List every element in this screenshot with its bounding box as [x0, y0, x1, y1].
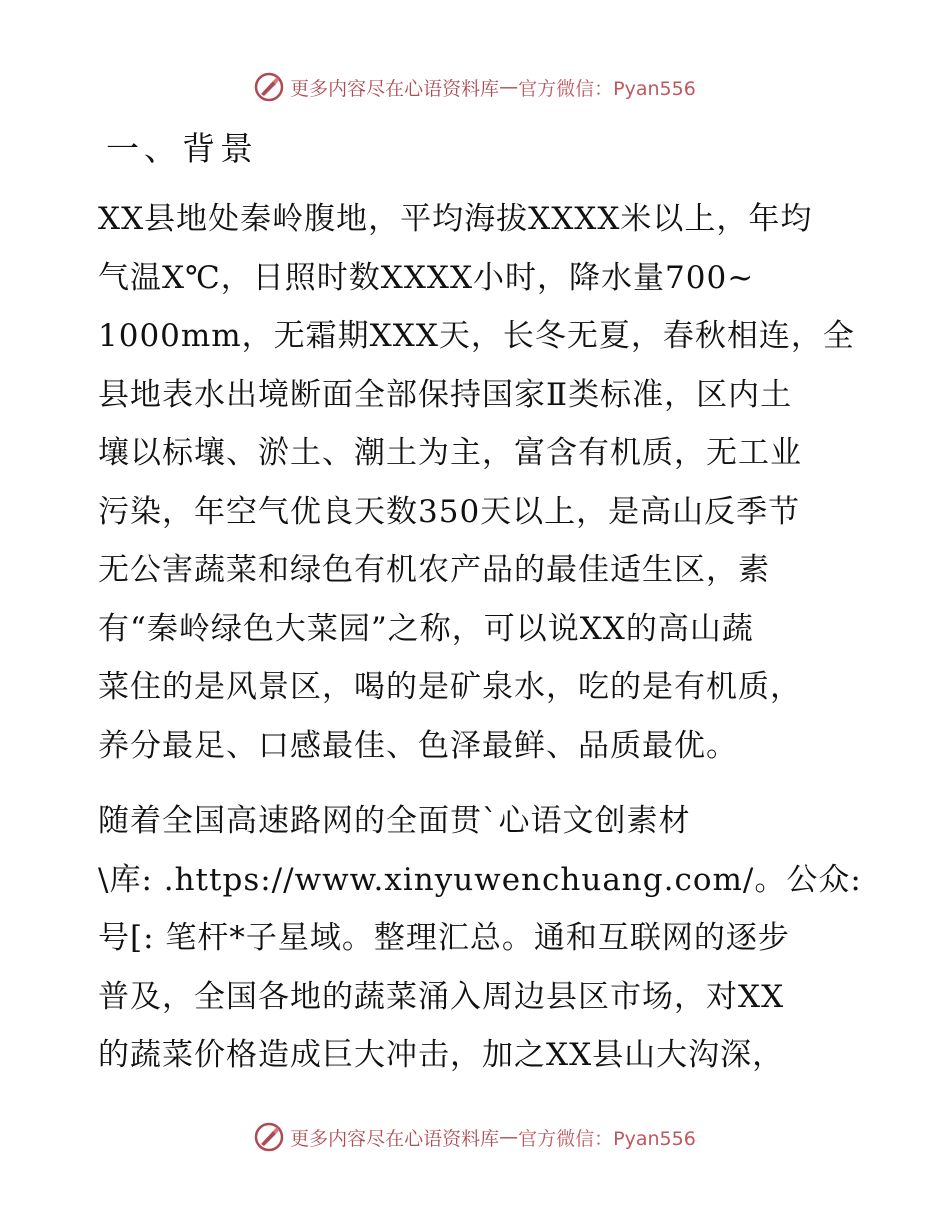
paragraph-line: 污染，年空气优良天数350天以上，是高山反季节 — [98, 493, 801, 530]
paragraph-line: 养分最足、口感最佳、色泽最鲜、品质最优。 — [98, 727, 738, 764]
paragraph-line: 菜住的是风景区，喝的是矿泉水，吃的是有机质， — [98, 669, 802, 705]
banner-wechat: 官方微信：Pyan556 — [518, 1127, 696, 1150]
banner-text: 更多内容尽在心语资料库 — [290, 77, 500, 100]
section-heading: 一、背景 — [106, 129, 258, 168]
footer-watermark-banner — [0, 1122, 950, 1152]
banner-dash: — — [499, 1126, 519, 1148]
paragraph-line: 普及，全国各地的蔬菜涌入周边县区市场，对XX — [98, 978, 785, 1015]
header-watermark-banner — [0, 72, 950, 102]
banner-text: 更多内容尽在心语资料库 — [290, 1127, 500, 1150]
paragraph-line: 无公害蔬菜和绿色有机农产品的最佳适生区，素 — [98, 552, 770, 588]
paragraph-line: 气温X℃，日照时数XXXX小时，降水量700~ — [98, 259, 755, 296]
paragraph-line: 有“秦岭绿色大菜园”之称，可以说XX的高山蔬 — [98, 610, 754, 647]
paragraph-market — [98, 792, 862, 1085]
paragraph-line: 的蔬菜价格造成巨大冲击，加之XX县山大沟深， — [98, 1037, 785, 1073]
paragraph-background — [98, 190, 858, 775]
banner-wechat: 官方微信：Pyan556 — [518, 77, 696, 100]
paragraph-line: XX县地处秦岭腹地，平均海拔XXXX米以上，年均 — [98, 201, 813, 237]
paragraph-line: 号[: 笔杆*子星域。整理汇总。通和互联网的逐步 — [98, 920, 790, 956]
paragraph-line: 壤以标壤、淤土、潮土为主，富含有机质，无工业 — [98, 435, 802, 471]
paragraph-line: 1000mm，无霜期XXX天，长冬无夏，春秋相连，全 — [98, 318, 855, 354]
banner-dash: — — [499, 76, 519, 98]
paragraph-line: 随着全国高速路网的全面贯`心语文创素材 — [98, 803, 691, 839]
paragraph-line: 县地表水出境断面全部保持国家Ⅱ类标准，区内土 — [98, 376, 793, 413]
paragraph-line: \库: .https://www.xinyuwenchuang.com/。公众: — [98, 861, 862, 898]
pen-logo-icon — [254, 1122, 284, 1152]
pen-logo-icon — [254, 72, 284, 102]
